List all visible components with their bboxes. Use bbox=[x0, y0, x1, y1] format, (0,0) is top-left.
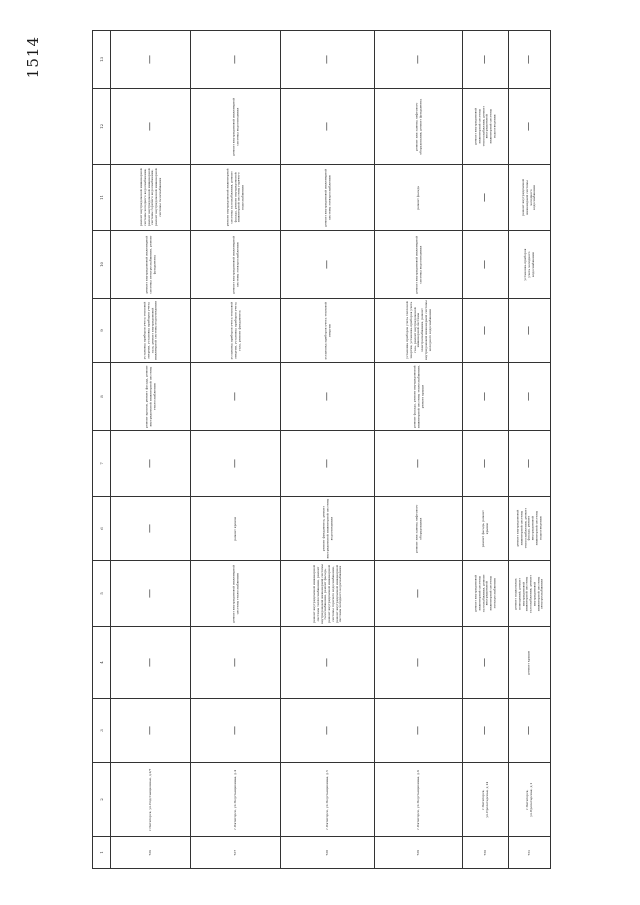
column-number: 6 bbox=[99, 527, 104, 530]
work-description: ремонт или замена лифтового оборудования, ремонт фундамента bbox=[413, 98, 422, 155]
table-cell bbox=[111, 231, 191, 299]
table-cell bbox=[191, 231, 281, 299]
work-description: — bbox=[230, 726, 240, 735]
table-cell bbox=[509, 89, 551, 165]
work-description: ремонт внутридомовой инженерной системы теплоснабжения, ремонт фасада, ремонт внутридомовой инженерной системы водоотведения bbox=[515, 508, 542, 549]
work-description: — bbox=[480, 193, 490, 202]
table-cell bbox=[375, 763, 463, 837]
table-cell bbox=[509, 431, 551, 497]
column-number-cell bbox=[93, 363, 111, 431]
address: г.Пятигорск, ул.Пролетарская, д.14 bbox=[480, 781, 489, 818]
column-number: 13 bbox=[99, 56, 104, 63]
table-column-1 bbox=[93, 837, 551, 869]
table-cell bbox=[111, 31, 191, 89]
work-description: ремонт фасада, ремонт внутридомовой инженерной системы теплоснабжения, ремонт крыши bbox=[411, 364, 424, 429]
work-description: — bbox=[524, 326, 534, 335]
table-cell bbox=[463, 231, 509, 299]
table-column-7 bbox=[93, 431, 551, 497]
work-description: — bbox=[322, 392, 332, 401]
table-cell bbox=[281, 699, 375, 763]
work-description: ремонт фасада, ремонт крыши bbox=[480, 509, 489, 548]
row-number: 731 bbox=[526, 849, 531, 856]
table-cell bbox=[191, 31, 281, 89]
work-description: — bbox=[480, 459, 490, 468]
table-cell bbox=[509, 165, 551, 231]
work-description: ремонт кровли, ремонт фасада, ремонт внутридомовой инженерной системы теплоснабжения bbox=[143, 365, 156, 428]
table-cell bbox=[111, 837, 191, 869]
work-description: — bbox=[413, 658, 423, 667]
work-description: ремонт внутридомовой инженерной системы холодного водоснабжения, ремонт внутридомовой инженерной системы горячего водоснабжения, ремонт внутридомовой инженерной системы газоснабжения bbox=[138, 168, 161, 227]
table-cell bbox=[111, 699, 191, 763]
work-description: ремонт фасада bbox=[415, 185, 420, 210]
table-column-3 bbox=[93, 699, 551, 763]
table-cell bbox=[191, 837, 281, 869]
column-number: 5 bbox=[99, 592, 104, 595]
column-number-cell bbox=[93, 837, 111, 869]
work-description: установка приборов учета тепловой энергии, установка приборов учета газа, ремонт внутридомовой инженерной системы электроснабжения, ремонт внутридомовой инженерной системы холодного водоснабжения bbox=[404, 300, 431, 361]
work-description: — bbox=[230, 55, 240, 64]
table-cell bbox=[463, 31, 509, 89]
table-cell bbox=[111, 763, 191, 837]
work-description: — bbox=[524, 122, 534, 131]
work-description: ремонт фундамента, ремонт внутридомовой инженерной системы водоотведения bbox=[320, 498, 333, 559]
table-cell bbox=[281, 497, 375, 561]
column-number: 12 bbox=[99, 123, 104, 130]
work-schedule-table bbox=[92, 30, 551, 869]
work-description: — bbox=[145, 524, 155, 533]
column-number: 3 bbox=[99, 729, 104, 732]
table-cell bbox=[191, 763, 281, 837]
table-column-2 bbox=[93, 763, 551, 837]
work-description: — bbox=[413, 55, 423, 64]
work-description: ремонт или замена лифтового оборудования bbox=[413, 504, 422, 553]
work-description: установка приборов учета тепловой энергии bbox=[322, 301, 331, 360]
table-cell bbox=[111, 363, 191, 431]
work-description: ремонт внутридомовой инженерной системы газоснабжения, ремонт фасада, ремонт внутридомовой инженерной системы горячего водоснабжения bbox=[225, 168, 245, 227]
table-cell bbox=[509, 763, 551, 837]
table-cell bbox=[509, 699, 551, 763]
table-cell bbox=[281, 837, 375, 869]
table-cell bbox=[281, 89, 375, 165]
work-description: — bbox=[322, 726, 332, 735]
work-description: — bbox=[524, 55, 534, 64]
work-description: установка приборов учета холодного водоснабжения bbox=[522, 248, 535, 281]
column-number: 11 bbox=[99, 194, 104, 201]
table-cell bbox=[281, 165, 375, 231]
table-cell bbox=[375, 165, 463, 231]
work-description: — bbox=[413, 459, 423, 468]
work-description: ремонт внутридомовой инженерной системы холодного водоснабжения bbox=[521, 179, 537, 216]
work-description: — bbox=[480, 260, 490, 269]
work-description: — bbox=[145, 726, 155, 735]
work-description: ремонт внутридомовой инженерной системы электроснабжения bbox=[230, 235, 239, 294]
table-column-5 bbox=[93, 561, 551, 627]
row-number: 729 bbox=[415, 849, 420, 856]
table-cell bbox=[191, 431, 281, 497]
work-description: — bbox=[480, 392, 490, 401]
table-cell bbox=[463, 363, 509, 431]
table-cell bbox=[111, 431, 191, 497]
table-cell bbox=[375, 231, 463, 299]
table-cell bbox=[463, 299, 509, 363]
table-cell bbox=[191, 165, 281, 231]
work-description: — bbox=[413, 726, 423, 735]
table-cell bbox=[463, 431, 509, 497]
work-description: — bbox=[480, 326, 490, 335]
column-number-cell bbox=[93, 165, 111, 231]
row-number: 728 bbox=[324, 849, 329, 856]
work-description: — bbox=[322, 260, 332, 269]
table-cell bbox=[509, 363, 551, 431]
work-description: — bbox=[145, 589, 155, 598]
work-description: установка приборов учета тепловой энергии, установка приборов учета газа, ремонт фундамента bbox=[228, 301, 241, 360]
table-cell bbox=[191, 627, 281, 699]
address: г.Пятигорск, ул.Подстанционная, д.2/7 bbox=[147, 768, 152, 831]
address: г.Пятигорск, ул.Пролетарская, д.1 bbox=[524, 782, 533, 817]
table-cell bbox=[281, 231, 375, 299]
table-cell bbox=[111, 627, 191, 699]
table-column-10 bbox=[93, 231, 551, 299]
table-cell bbox=[509, 497, 551, 561]
column-number: 9 bbox=[99, 329, 104, 332]
table-column-4 bbox=[93, 627, 551, 699]
table-cell bbox=[509, 837, 551, 869]
column-number-cell bbox=[93, 431, 111, 497]
work-description: — bbox=[524, 726, 534, 735]
work-description: — bbox=[480, 726, 490, 735]
table-column-12 bbox=[93, 89, 551, 165]
work-description: ремонт внутридомовой инженерной системы газоснабжения, ремонт внутридомовой инженерной системы электроснабжения bbox=[473, 574, 496, 613]
table-cell bbox=[191, 699, 281, 763]
table-cell bbox=[509, 299, 551, 363]
work-description: — bbox=[322, 55, 332, 64]
work-description: ремонт внутридомовой инженерной системы водоотведения bbox=[413, 235, 422, 294]
work-description: ремонт кровли bbox=[232, 516, 237, 541]
work-description: — bbox=[413, 589, 423, 598]
work-description: — bbox=[524, 392, 534, 401]
table-cell bbox=[375, 497, 463, 561]
work-description: — bbox=[145, 459, 155, 468]
table-cell bbox=[463, 497, 509, 561]
table-cell bbox=[281, 627, 375, 699]
table-column-6 bbox=[93, 497, 551, 561]
column-number: 7 bbox=[99, 462, 104, 465]
table-column-9 bbox=[93, 299, 551, 363]
table-cell bbox=[191, 363, 281, 431]
table-column-8 bbox=[93, 363, 551, 431]
column-number-cell bbox=[93, 497, 111, 561]
table-cell bbox=[281, 431, 375, 497]
table-cell bbox=[509, 31, 551, 89]
work-description: — bbox=[145, 658, 155, 667]
work-description: ремонт внутридомовой инженерной системы водоотведения bbox=[230, 97, 239, 156]
work-description: установка приборов учета тепловой энергии, установка приборов учета газа, ремонт внутридомовой инженерной системы водоотведения bbox=[142, 300, 158, 361]
column-number: 2 bbox=[99, 798, 104, 801]
table-cell bbox=[463, 89, 509, 165]
column-number-cell bbox=[93, 231, 111, 299]
table-cell bbox=[375, 699, 463, 763]
table-cell bbox=[375, 837, 463, 869]
work-description: ремонт внутридомовой инженерной системы электроснабжения bbox=[322, 168, 331, 227]
column-number: 8 bbox=[99, 395, 104, 398]
work-description: — bbox=[322, 122, 332, 131]
table-cell bbox=[509, 231, 551, 299]
work-description: — bbox=[230, 658, 240, 667]
column-number-cell bbox=[93, 763, 111, 837]
work-description: ремонт внутридомовой инженерной системы электроснабжения, ремонт фундамента bbox=[143, 235, 156, 294]
work-description: ремонт внутридомовой инженерной системы теплоснабжения, ремонт внутридомовой инженерной системы газоснабжения, ремонт фасада, ремонт внутридомовой инженерной системы горячего водоснабжения, ремонт внутридомовой инженерной системы холодного водоснабжения bbox=[311, 563, 342, 624]
table-cell bbox=[463, 561, 509, 627]
table-cell bbox=[509, 561, 551, 627]
table-cell bbox=[375, 561, 463, 627]
table-column-11 bbox=[93, 165, 551, 231]
table-cell bbox=[375, 363, 463, 431]
work-description: — bbox=[145, 122, 155, 131]
table-cell bbox=[281, 763, 375, 837]
column-number-cell bbox=[93, 31, 111, 89]
table-column-13 bbox=[93, 31, 551, 89]
work-description: — bbox=[480, 55, 490, 64]
work-description: — bbox=[322, 459, 332, 468]
row-number: 727 bbox=[232, 849, 237, 856]
row-number: 730 bbox=[482, 849, 487, 856]
table-cell bbox=[509, 627, 551, 699]
table-cell bbox=[191, 299, 281, 363]
work-description: ремонт внутридомовой инженерной системы теплоснабжения bbox=[230, 564, 239, 623]
work-description: — bbox=[230, 459, 240, 468]
address: г.Пятигорск, ул.Подстанционная, д.6 bbox=[415, 769, 420, 830]
table-cell bbox=[375, 31, 463, 89]
table-cell bbox=[281, 363, 375, 431]
table-cell bbox=[281, 31, 375, 89]
work-description: — bbox=[322, 658, 332, 667]
work-description: ремонт крыши bbox=[526, 650, 531, 675]
column-number-cell bbox=[93, 89, 111, 165]
work-description: — bbox=[480, 658, 490, 667]
table-cell bbox=[375, 299, 463, 363]
address: г.Пятигорск, ул.Подстанционная, д.4 bbox=[232, 769, 237, 830]
column-number: 1 bbox=[99, 851, 104, 854]
table-cell bbox=[463, 763, 509, 837]
column-number-cell bbox=[93, 561, 111, 627]
table-cell bbox=[111, 561, 191, 627]
column-number: 4 bbox=[99, 661, 104, 664]
column-number-cell bbox=[93, 699, 111, 763]
work-description: ремонт внутридомовой инженерной системы теплоснабжения, ремонт внутридомовой инженерной системы водоотведения bbox=[473, 106, 496, 147]
table-cell bbox=[111, 299, 191, 363]
table-cell bbox=[111, 89, 191, 165]
table-cell bbox=[191, 497, 281, 561]
work-description: — bbox=[145, 55, 155, 64]
work-description: — bbox=[230, 392, 240, 401]
table-cell bbox=[375, 89, 463, 165]
table-cell bbox=[463, 837, 509, 869]
row-number: 726 bbox=[147, 849, 152, 856]
table-cell bbox=[281, 299, 375, 363]
table-cell bbox=[375, 627, 463, 699]
work-description: ремонт подвальных помещений, ремонт внутридомовой инженерной системы газоснабжения, ремонт внутридомовой инженерной системы электроснабжения bbox=[513, 574, 544, 613]
page-number: 1514 bbox=[24, 36, 42, 79]
table-cell bbox=[463, 165, 509, 231]
table-cell bbox=[191, 89, 281, 165]
table-cell bbox=[111, 165, 191, 231]
column-number: 10 bbox=[99, 261, 104, 268]
column-number-cell bbox=[93, 299, 111, 363]
table-cell bbox=[191, 561, 281, 627]
table-cell bbox=[281, 561, 375, 627]
table-cell bbox=[463, 699, 509, 763]
table-cell bbox=[375, 431, 463, 497]
table-cell bbox=[111, 497, 191, 561]
work-description: — bbox=[524, 459, 534, 468]
address: г.Пятигорск, ул.Подстанционная, д.5 bbox=[324, 769, 329, 830]
table-cell bbox=[463, 627, 509, 699]
column-number-cell bbox=[93, 627, 111, 699]
